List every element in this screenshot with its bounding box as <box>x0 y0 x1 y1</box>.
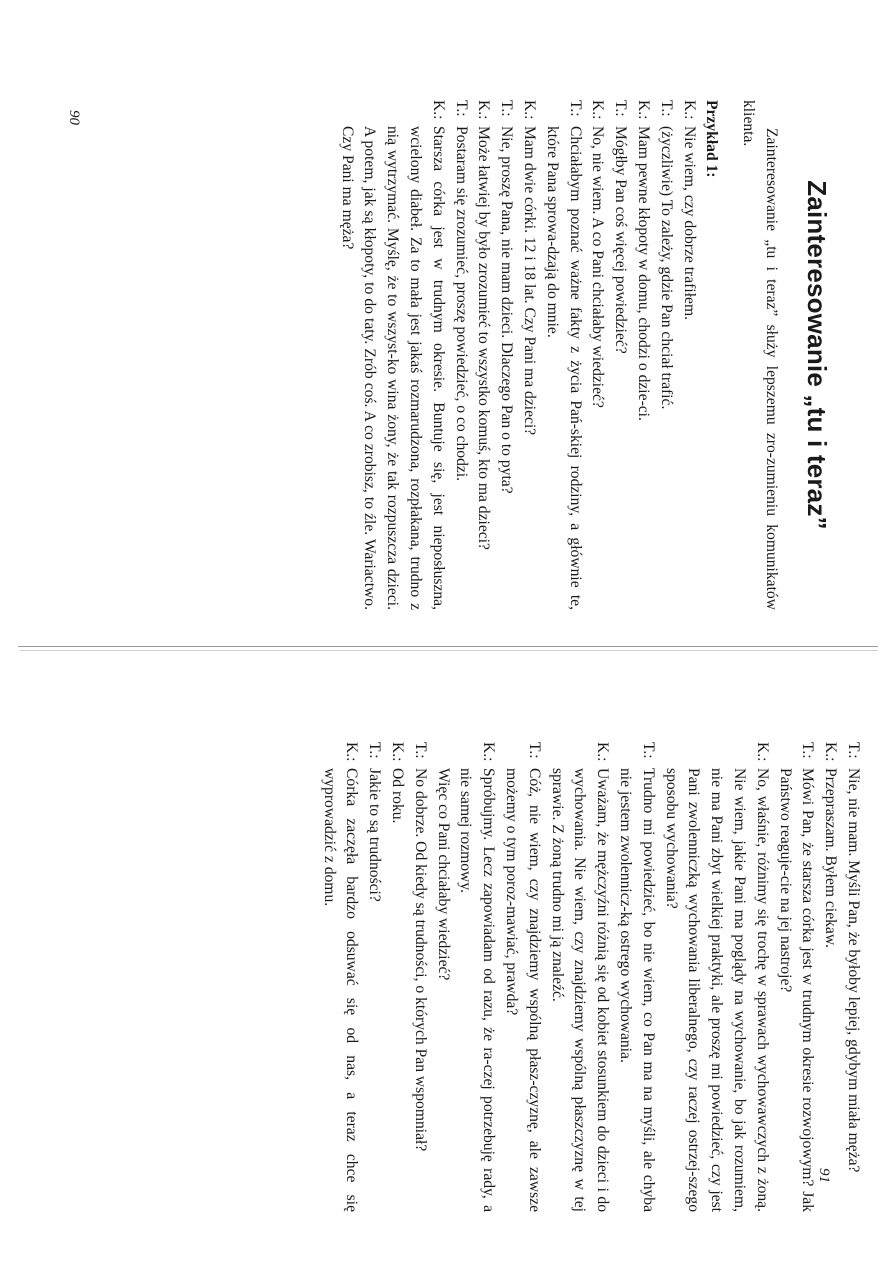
dialogue-line <box>408 742 431 1212</box>
dialogue-text: No dobrze. Od kiedy są trudności, o których Pan wspomniał? <box>411 768 429 1152</box>
speaker-label: T.: <box>525 742 543 759</box>
speaker-label: K.: <box>822 742 840 762</box>
dialogue-list <box>317 742 864 1212</box>
dialogue-line <box>613 742 659 1212</box>
dialogue-text: Uważam, że mężczyźni różnią się od kobiet stosunkiem do dzieci i do wychowania. Nie wiem, czy znajdziemy wspólną płaszczyznę w tej sprawie. Z żoną trudno mi ją znaleźć. <box>548 768 612 1212</box>
dialogue-line <box>608 100 631 610</box>
dialogue-text: Mam pewne kłopoty w domu, chodzi o dzie-ci. <box>635 126 653 421</box>
speaker-label: T.: <box>639 742 657 759</box>
dialogue-line <box>586 100 609 610</box>
dialogue-text: Córka zaczęła bardzo odsuwać się od nas, a teraz chce się wyprowadzić z domu. <box>320 768 361 1212</box>
speaker-label: T.: <box>452 100 470 117</box>
dialogue-text: Więc co Pani chciałaby wiedzieć? <box>434 768 452 981</box>
dialogue-text: Mówi Pan, że starsza córka jest w trudnym okresie rozwojowym? Jak Państwo reaguje-cie na jej nastroje? <box>776 768 817 1212</box>
speaker-label: K.: <box>753 742 771 762</box>
speaker-label: K.: <box>521 100 539 120</box>
dialogue-line <box>362 742 385 1212</box>
page-91 <box>84 742 864 1212</box>
dialogue-line <box>540 100 586 610</box>
dialogue-text: Mam dwie córki. 12 i 18 lat. Czy Pani ma dzieci? <box>521 126 539 436</box>
speaker-label: K.: <box>429 100 447 120</box>
dialogue-line <box>818 742 841 1212</box>
speaker-label: T.: <box>845 742 862 759</box>
speaker-label: T.: <box>498 100 516 117</box>
dialogue-text: Nie wiem, czy dobrze trafiłem. <box>680 126 698 320</box>
speaker-label: K.: <box>343 742 361 762</box>
speaker-label: K.: <box>635 100 653 120</box>
page-90 <box>52 100 832 610</box>
dialogue-line <box>449 100 472 610</box>
speaker-label: K.: <box>594 742 612 762</box>
dialogue-line <box>773 742 819 1212</box>
speaker-label: K.: <box>475 100 493 120</box>
page-number-90: 90 <box>66 110 82 125</box>
dialogue-line <box>545 742 613 1212</box>
dialogue-text: Przepraszam. Byłem ciekaw. <box>822 768 840 948</box>
dialogue-line <box>385 742 408 1212</box>
dialogue-line <box>659 742 773 1212</box>
speaker-label: K.: <box>480 742 498 762</box>
page-divider <box>18 646 878 647</box>
speaker-label: T.: <box>799 742 817 759</box>
section-title: Zainteresowanie „tu i teraz” <box>802 180 832 530</box>
dialogue-list <box>335 100 700 610</box>
dialogue-text: Postaram się zrozumieć, proszę powiedzieć, o co chodzi. <box>452 126 470 482</box>
dialogue-line <box>499 742 545 1212</box>
dialogue-text: Nie, nie mam. Myśli Pan, że byłoby lepiej, gdybym miała męża? <box>845 768 862 1173</box>
speaker-label: K.: <box>389 742 407 762</box>
speaker-label: T.: <box>411 742 429 759</box>
dialogue-line <box>517 100 540 610</box>
dialogue-text: (życzliwie) To zależy, gdzie Pan chciał trafić. <box>657 126 675 410</box>
intro-paragraph: Zainteresowanie „tu i teraz” służy lepszemu zro-zumieniu komunikatów klienta. <box>740 100 780 610</box>
dialogue-text: No, nie wiem. A co Pani chciałaby wiedzieć? <box>589 126 607 408</box>
dialogue-text: No, właśnie, różnimy się trochę w sprawach wychowawczych z żoną. Nie wiem, jakie Pani ma poglądy na wychowanie, bo jak rozumiem, nie ma Pani zbyt wielkiej praktyki, ale proszę mi powiedzieć, czy jest Pani zwolenniczką wychowania liberalnego, czy raczej ostrzej-szego sposobu wychowania? <box>662 768 771 1212</box>
speaker-label: T.: <box>366 742 384 759</box>
dialogue-line <box>431 742 454 1212</box>
speaker-label: K.: <box>680 100 698 120</box>
page-divider-shadow <box>20 650 878 651</box>
dialogue-line <box>841 742 864 1212</box>
dialogue-text: Spróbujmy. Lecz zapowiadam od razu, że ra-czej potrzebuję rady, a nie samej rozmowy. <box>457 768 498 1212</box>
dialogue-text: Mógłby Pan coś więcej powiedzieć? <box>612 126 630 354</box>
dialogue-line <box>631 100 654 610</box>
dialogue-text: Starsza córka jest w trudnym okresie. Buntuje się, jest nieposłuszna, wcielony diabeł. Za to mała jest jakaś rozmarudzona, rozpłakana, trudno z nią wytrzymać. Myślę, że to wszyst-ko wina żony, że tak rozpuszcza dzieci. A potem, jak są kłopoty, to do taty. Zrób coś. A co zrobisz, to źle. Wariactwo. Czy Pani ma męża? <box>338 126 447 610</box>
dialogue-text: Nie, proszę Pana, nie mam dzieci. Dlaczego Pan o to pyta? <box>498 126 516 494</box>
dialogue-line <box>472 100 495 610</box>
dialogue-line <box>654 100 677 610</box>
page-number-91: 91 <box>816 1168 832 1183</box>
dialogue-line <box>335 100 449 610</box>
dialogue-text: Jakie to są trudności? <box>366 768 384 902</box>
dialogue-line <box>454 742 500 1212</box>
speaker-label: T.: <box>566 100 584 117</box>
dialogue-line <box>494 100 517 610</box>
dialogue-text: Trudno mi powiedzieć, bo nie wiem, co Pan ma na myśli, ale chyba nie jestem zwolennicz-ką ostrego wychowania. <box>617 768 657 1212</box>
dialogue-line <box>677 100 700 610</box>
speaker-label <box>431 742 454 768</box>
dialogue-text: Od roku. <box>389 768 407 824</box>
dialogue-text: Może łatwiej by było zrozumieć to wszystko komuś, kto ma dzieci? <box>475 126 493 550</box>
dialogue-line <box>317 742 363 1212</box>
dialogue-text: Cóż, nie wiem, czy znajdziemy wspólną płasz-czyznę, ale zawsze możemy o tym poroz-mawiać, prawda? <box>503 768 543 1212</box>
speaker-label: T.: <box>612 100 630 117</box>
dialogue-text: Chciałabym poznać ważne fakty z życia Pań-skiej rodziny, a głównie te, które Pana sprowa-dzają do mnie. <box>543 126 584 610</box>
speaker-label: K.: <box>589 100 607 120</box>
speaker-label: T.: <box>657 100 675 117</box>
example-label: Przykład 1: <box>703 100 721 178</box>
